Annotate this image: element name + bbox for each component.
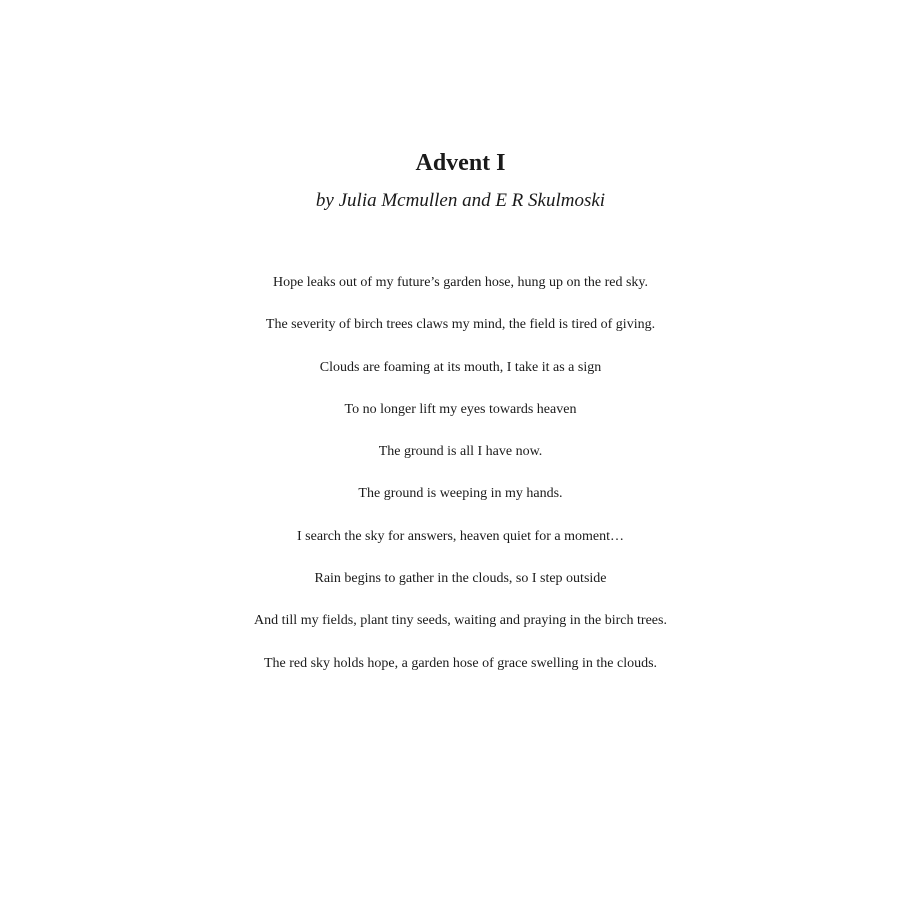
poem-line: The red sky holds hope, a garden hose of grace swelling in the clouds. xyxy=(263,655,658,671)
poem-line: And till my fields, plant tiny seeds, waiting and praying in the birch trees. xyxy=(254,613,667,629)
poem-line: To no longer lift my eyes towards heaven xyxy=(344,401,577,417)
poem-title: Advent I xyxy=(415,150,506,176)
poem-line: The ground is all I have now. xyxy=(378,444,543,460)
poem-line: Clouds are foaming at its mouth, I take it as a sign xyxy=(319,359,602,375)
poem-line: The ground is weeping in my hands. xyxy=(358,486,563,502)
poem-line: I search the sky for answers, heaven quiet for a moment… xyxy=(297,528,624,544)
poem-byline: by Julia Mcmullen and E R Skulmoski xyxy=(315,190,606,211)
poem-line: Rain begins to gather in the clouds, so I step outside xyxy=(314,571,607,587)
poem-line: Hope leaks out of my future’s garden hose, hung up on the red sky. xyxy=(272,275,649,290)
poem-stanza xyxy=(0,262,921,685)
poem-line: The severity of birch trees claws my mind, the field is tired of giving. xyxy=(265,317,656,333)
